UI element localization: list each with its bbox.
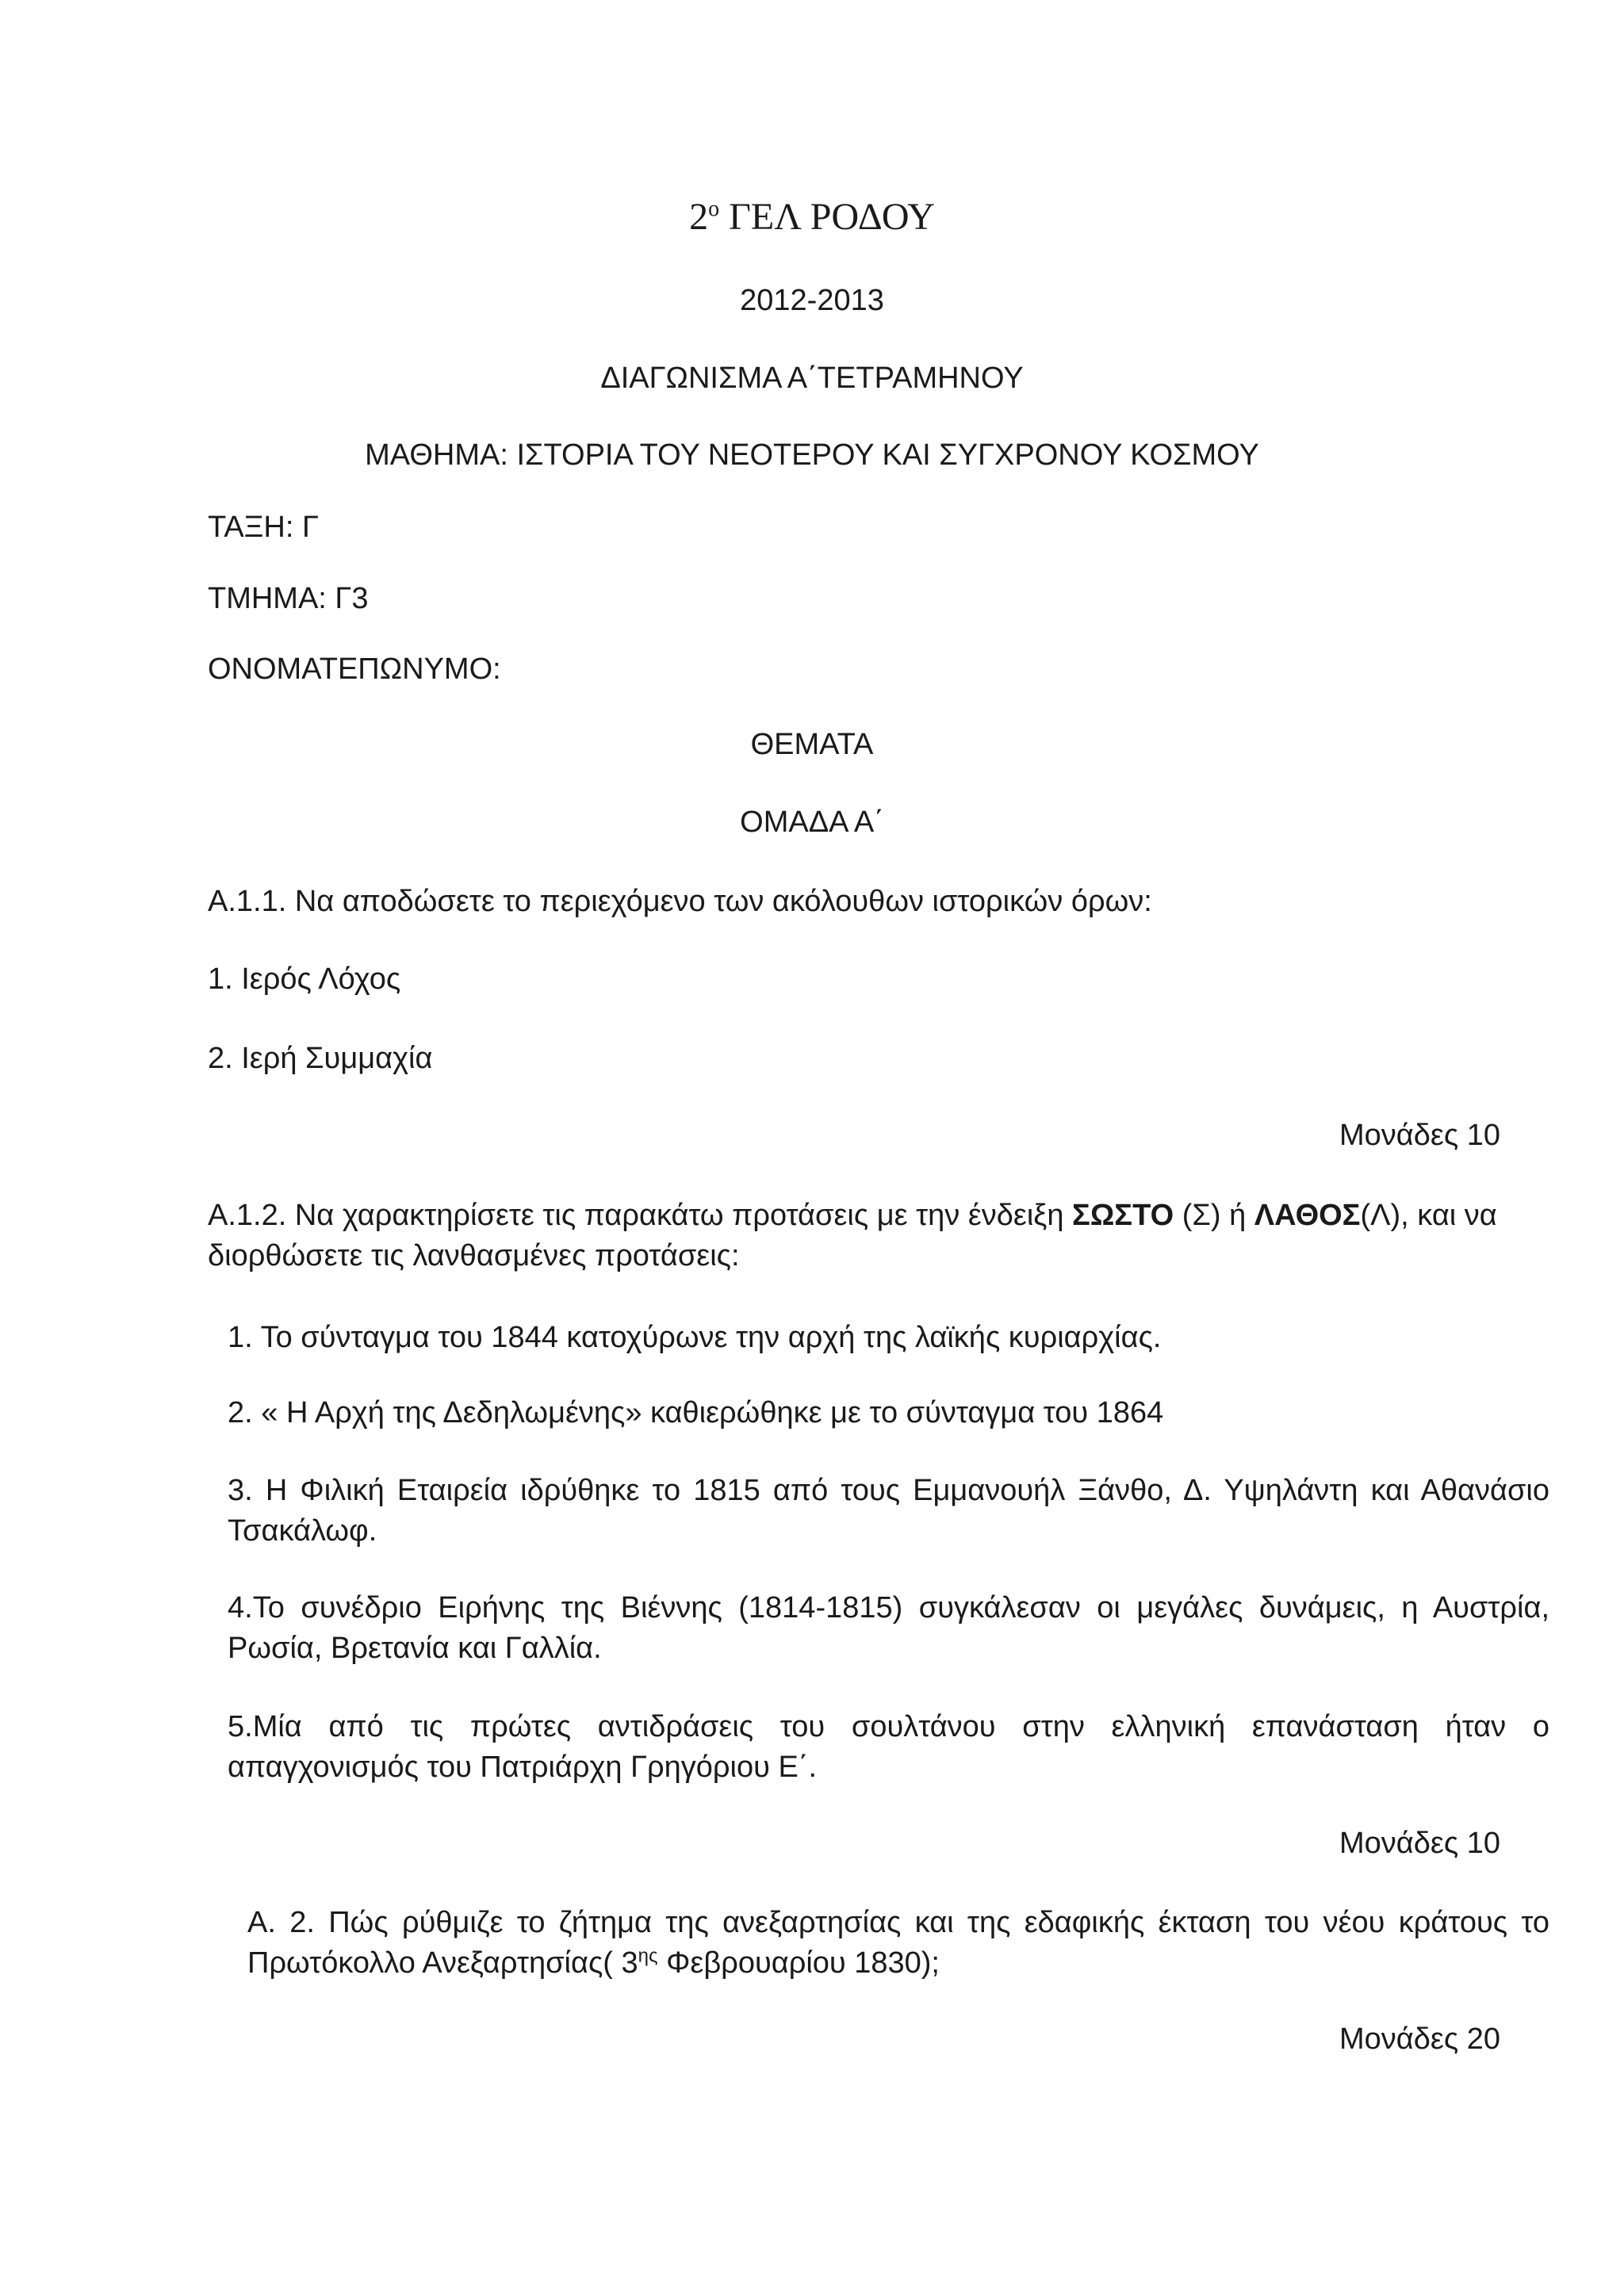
question-a2 [247,1903,1549,1984]
question-a2-line: Πρωτόκολλο Ανεξαρτησίας( $3^{\eta\varsigma}$ Φεβρουαρίου 1830); [247,1945,940,1980]
statement-item [228,1393,1549,1433]
statement-line: Ρωσία, Βρετανία και Γαλλία. [228,1632,602,1666]
statement-line: απαγχονισμός του Πατριάρχη Γρηγόριου Ε΄. [228,1751,818,1785]
prompt-text: (Λ), και να [1360,1199,1497,1232]
themes-title: ΘΕΜΑΤΑ [750,728,874,761]
prompt-text: (Σ) ή [1174,1199,1254,1232]
statement-item [228,1588,1549,1670]
points-a11: Μονάδες 10 [1339,1119,1500,1152]
wrong-word: ΛΑΘΟΣ [1254,1199,1361,1232]
question-a2-line: Α. 2. Πώς ρύθμιζε το ζήτημα της ανεξαρτησίας και της εδαφικής έκταση του νέου κράτους το [247,1906,1549,1939]
statement-item [228,1707,1549,1789]
statement-item [228,1471,1549,1552]
statement-item [228,1318,1549,1358]
prompt-text: διορθώσετε τις λανθασμένες προτάσεις: [208,1239,740,1273]
student-name-field: ΟΝΟΜΑΤΕΠΩΝΥΜΟ: [208,652,501,686]
statement-line: 3. Η Φιλική Εταιρεία ιδρύθηκε το 1815 από τους Εμμανουήλ Ξάνθο, Δ. Υψηλάντη και Αθανάσιο [228,1474,1549,1507]
points-a12: Μονάδες 10 [1339,1827,1500,1860]
question-a12-prompt [208,1196,1549,1277]
statement-line: 2. « Η Αρχή της Δεδηλωμένης» καθιερώθηκε με το σύνταγμα του 1864 [228,1396,1164,1429]
correct-word: ΣΩΣΤΟ [1072,1199,1174,1232]
group-title: ΟΜΑΔΑ Α΄ [740,806,884,839]
list-item: 1. Ιερός Λόχος [208,962,401,996]
prompt-text: Α.1.2. Να χαρακτηρίσετε τις παρακάτω προτάσεις με την ένδειξη [208,1199,1073,1232]
school-year: 2012-2013 [740,284,884,317]
statement-line: 4.Το συνέδριο Ειρήνης της Βιέννης (1814-1815) συγκάλεσαν οι μεγάλες δυνάμεις, η Αυστρία, [228,1591,1549,1624]
question-a11-prompt: Α.1.1. Να αποδώσετε το περιεχόμενο των ακόλουθων ιστορικών όρων: [208,885,1152,918]
statement-line: 1. Το σύνταγμα του 1844 κατοχύρωνε την αρχή της λαϊκής κυριαρχίας. [228,1321,1162,1354]
class-line: ΤΑΞΗ: Γ [208,511,319,544]
points-a2: Μονάδες 20 [1339,2022,1500,2056]
list-item: 2. Ιερή Συμμαχία [208,1042,433,1075]
statement-line: 5.Μία από τις πρώτες αντιδράσεις του σουλτάνου στην ελληνική επανάσταση ήταν ο [228,1710,1549,1743]
subject-line: ΜΑΘΗΜΑ: ΙΣΤΟΡΙΑ ΤΟΥ ΝΕΟΤΕΡΟΥ ΚΑΙ ΣΥΓΧΡΟΝΟΥ ΚΟΣΜΟΥ [365,438,1259,472]
statement-line: Τσακάλωφ. [228,1514,377,1548]
school-title: $2^o$ ΓΕΛ ΡΟΔΟΥ [689,196,935,238]
exam-title: ΔΙΑΓΩΝΙΣΜΑ Α΄ΤΕΤΡΑΜΗΝΟΥ [600,362,1024,395]
section-line: ΤΜΗΜΑ: Γ3 [208,582,369,615]
